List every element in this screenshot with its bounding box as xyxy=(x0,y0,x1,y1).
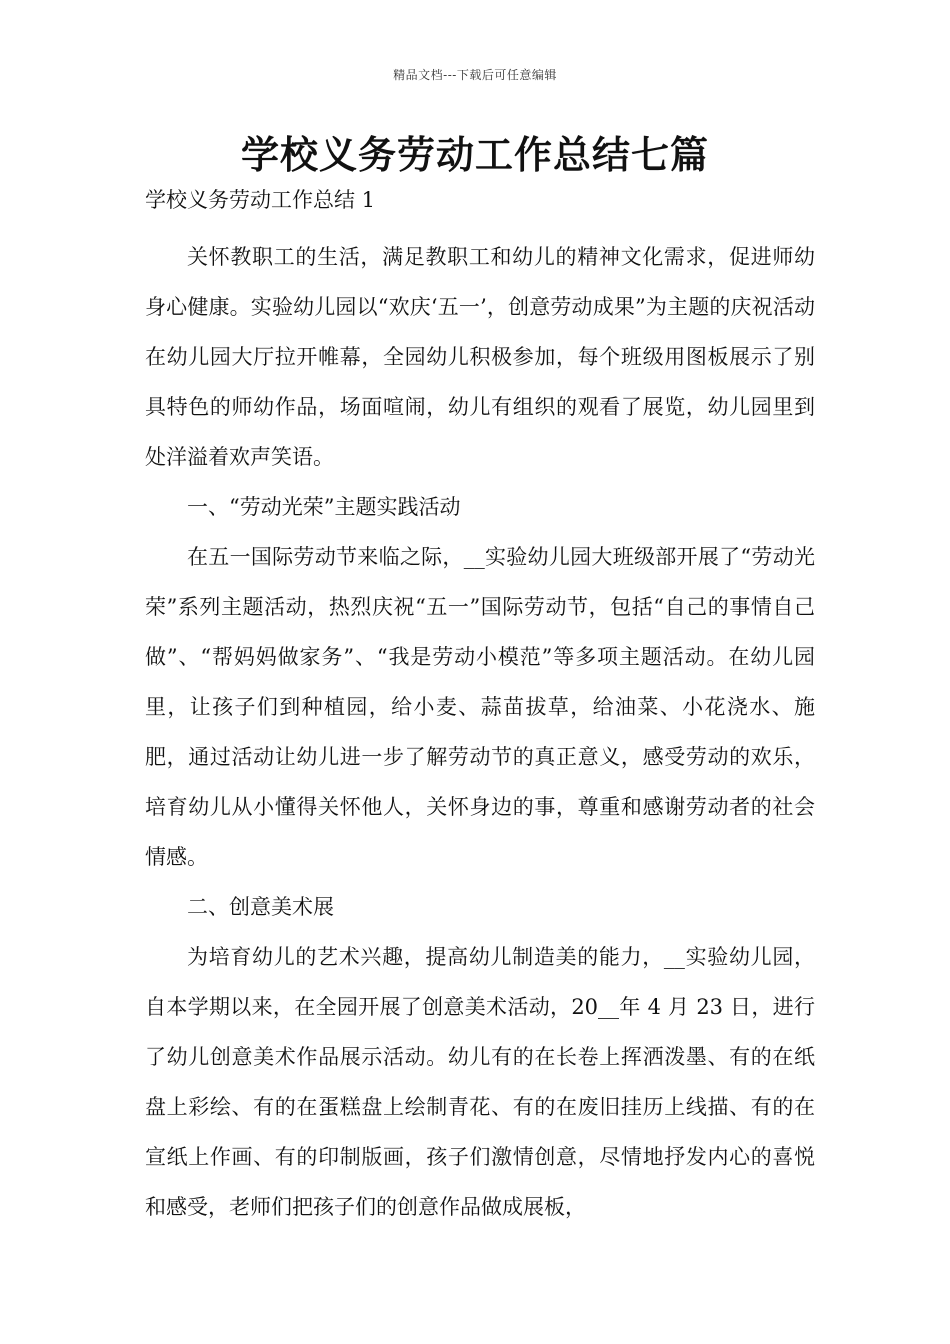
document-title: 学校义务劳动工作总结七篇 xyxy=(240,132,709,177)
header-note: 精品文档---下载后可任意编辑 xyxy=(393,68,557,82)
paragraph-art-exhibition: 为培育幼儿的艺术兴趣，提高幼儿制造美的能力，__实验幼儿园，自本学期以来，在全园开展了创意美术活动，20__年 4 月 23 日，进行了幼儿创意美术作品展示活动。幼儿有的在长卷上挥洒泼墨、有的在纸盘上彩绘、有的在蛋糕盘上绘制青花、有的在废旧挂历上线描、有的在宣纸上作画、有的印制版画，孩子们激情创意，尽情地抒发内心的喜悦和感受，老师们把孩子们的创意作品做成展板， xyxy=(145,945,815,1219)
section-heading-1: 一、“劳动光荣”主题实践活动 xyxy=(187,495,461,519)
section-subtitle: 学校义务劳动工作总结 1 xyxy=(145,188,376,212)
paragraph-intro: 关怀教职工的生活，满足教职工和幼儿的精神文化需求，促进师幼身心健康。实验幼儿园以“欢庆‘五一’，创意劳动成果”为主题的庆祝活动在幼儿园大厅拉开帷幕，全园幼儿积极参加，每个班级用图板展示了别具特色的师幼作品，场面喧闹，幼儿有组织的观看了展览，幼儿园里到处洋溢着欢声笑语。 xyxy=(145,245,815,469)
paragraph-labor-activity: 在五一国际劳动节来临之际，__实验幼儿园大班级部开展了“劳动光荣”系列主题活动，热烈庆祝“五一”国际劳动节，包括“自己的事情自己做”、“帮妈妈做家务”、“我是劳动小模范”等多项主题活动。在幼儿园里，让孩子们到种植园，给小麦、蒜苗拔草，给油菜、小花浇水、施肥，通过活动让幼儿进一步了解劳动节的真正意义，感受劳动的欢乐，培育幼儿从小懂得关怀他人，关怀身边的事，尊重和感谢劳动者的社会情感。 xyxy=(145,545,815,869)
section-heading-2: 二、创意美术展 xyxy=(187,895,334,919)
document-body xyxy=(145,185,815,1232)
